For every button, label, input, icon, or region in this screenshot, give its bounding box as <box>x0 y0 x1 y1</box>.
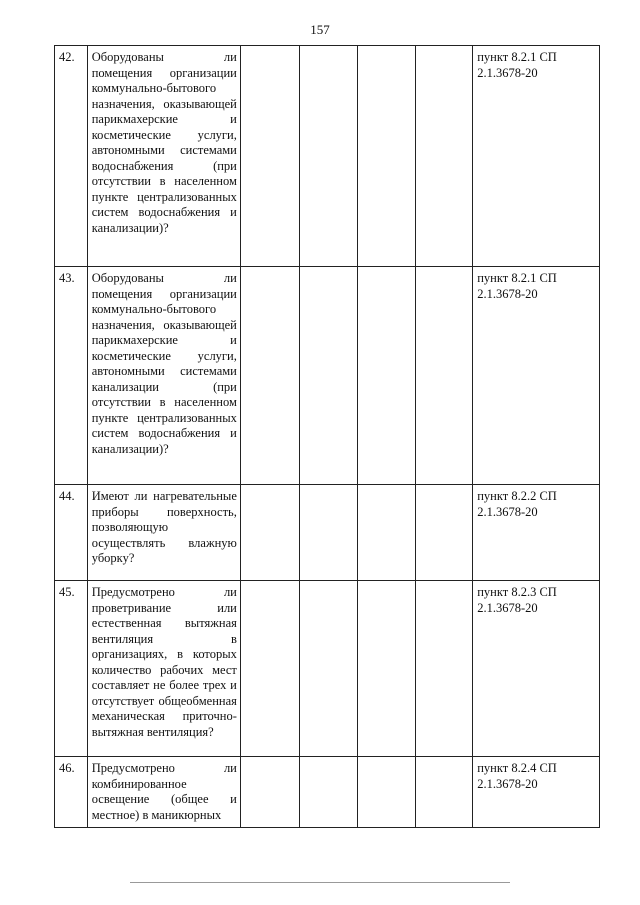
answer-cell-no <box>300 581 358 757</box>
table-row <box>55 267 600 485</box>
answer-cell-yes <box>240 757 299 828</box>
question-cell <box>87 581 240 757</box>
answer-cell-yes <box>240 46 299 267</box>
answer-cell-no <box>300 46 358 267</box>
answer-cell-na <box>358 485 416 581</box>
scan-edge-line <box>130 882 510 883</box>
row-number: 44. <box>55 485 88 581</box>
question-cell <box>87 757 240 828</box>
question-text: Оборудованы ли помещения организации коммунально-бытового назначения, оказывающей парикмахерские и косметические услуги, автономными системами водоснабжения (при отсутствии в населенном пункте централизованных систем водоснабжения и канализации)? <box>91 50 237 235</box>
table-row <box>55 485 600 581</box>
question-text: Оборудованы ли помещения организации коммунально-бытового назначения, оказывающей парикмахерские и косметические услуги, автономными системами канализации (при отсутствии в населенном пункте централизованных систем водоснабжения и канализации)? <box>91 271 237 456</box>
answer-cell-na <box>358 581 416 757</box>
row-number: 46. <box>55 757 88 828</box>
question-text: Предусмотрено ли проветривание или естественная вытяжная вентиляция в организациях, в которых количество рабочих мест составляет не более трех и отсутствует общеобменная механическая приточно-вытяжная вентиляция? <box>91 585 237 739</box>
question-cell <box>87 485 240 581</box>
reference-text: пункт 8.2.1 СП 2.1.3678-20 <box>477 271 557 301</box>
reference-text: пункт 8.2.2 СП 2.1.3678-20 <box>477 489 557 519</box>
answer-cell-yes <box>240 485 299 581</box>
reference-cell <box>473 267 600 485</box>
notes-cell <box>416 485 473 581</box>
table-row <box>55 46 600 267</box>
reference-cell <box>473 46 600 267</box>
question-cell <box>87 267 240 485</box>
answer-cell-no <box>300 485 358 581</box>
checklist-table <box>54 45 600 828</box>
row-number: 45. <box>55 581 88 757</box>
answer-cell-na <box>358 757 416 828</box>
table-row <box>55 581 600 757</box>
row-number: 42. <box>55 46 88 267</box>
answer-cell-yes <box>240 581 299 757</box>
reference-text: пункт 8.2.4 СП 2.1.3678-20 <box>477 761 557 791</box>
table-row <box>55 757 600 828</box>
row-number: 43. <box>55 267 88 485</box>
question-text: Имеют ли нагревательные приборы поверхность, позволяющую осуществлять влажную уборку? <box>91 489 237 565</box>
reference-text: пункт 8.2.1 СП 2.1.3678-20 <box>477 50 557 80</box>
question-cell <box>87 46 240 267</box>
notes-cell <box>416 581 473 757</box>
notes-cell <box>416 757 473 828</box>
answer-cell-no <box>300 757 358 828</box>
answer-cell-no <box>300 267 358 485</box>
answer-cell-na <box>358 267 416 485</box>
reference-cell <box>473 581 600 757</box>
question-text: Предусмотрено ли комбинированное освещение (общее и местное) в маникюрных <box>91 761 237 822</box>
reference-cell <box>473 485 600 581</box>
notes-cell <box>416 46 473 267</box>
answer-cell-na <box>358 46 416 267</box>
page-number: 157 <box>310 22 330 37</box>
notes-cell <box>416 267 473 485</box>
answer-cell-yes <box>240 267 299 485</box>
reference-text: пункт 8.2.3 СП 2.1.3678-20 <box>477 585 557 615</box>
reference-cell <box>473 757 600 828</box>
